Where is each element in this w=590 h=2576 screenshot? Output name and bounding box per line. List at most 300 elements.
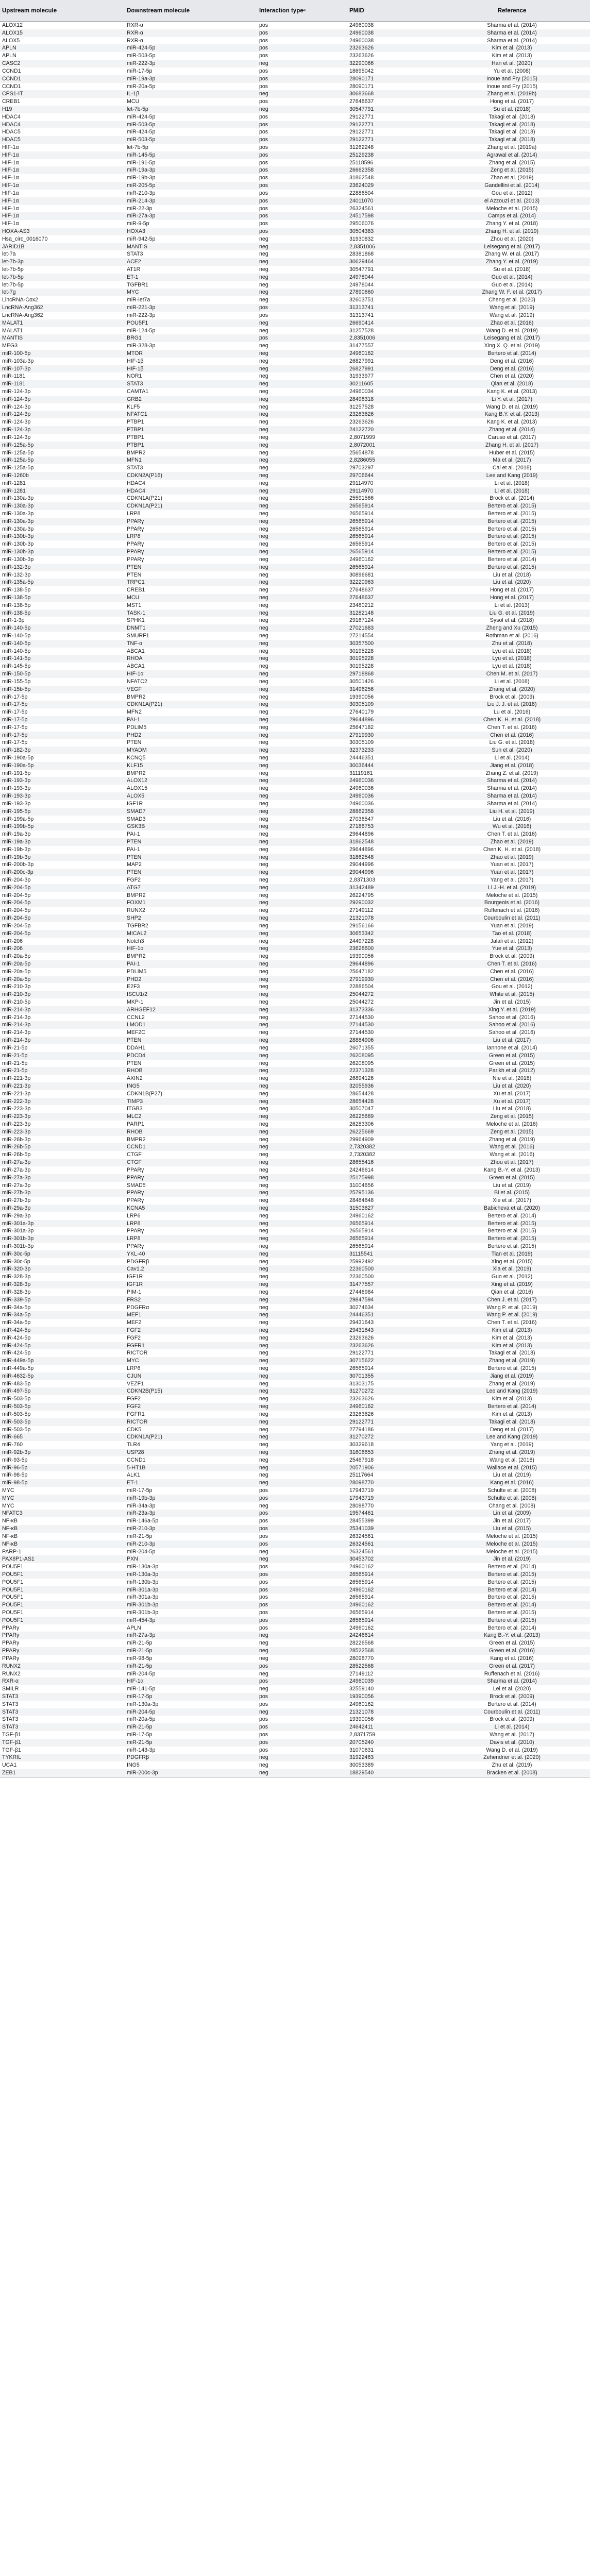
cell-upstream: miR-27b-3p [2, 1197, 31, 1204]
cell-pmid: 22886504 [349, 984, 374, 990]
cell-interaction-type: neg [259, 739, 268, 746]
cell-interaction-type: neg [259, 1426, 268, 1433]
cell-upstream: NF-κB [2, 1533, 18, 1539]
cell-downstream: POU5F1 [125, 319, 257, 327]
cell-pmid: 30715622 [347, 1357, 434, 1365]
table-row [0, 502, 590, 510]
cell-upstream: MYC [0, 1495, 125, 1502]
cell-reference: Tao et al. (2018) [434, 930, 590, 938]
cell-pmid: 27144530 [349, 1029, 374, 1036]
cell-downstream: AT1R [127, 266, 141, 273]
cell-interaction-type: neg [259, 1029, 268, 1036]
table-row [0, 296, 590, 304]
cell-reference: Lee and Kang (2019) [434, 472, 590, 480]
cell-downstream: MICAL2 [125, 930, 257, 938]
cell-pmid: 25647182 [349, 724, 374, 731]
table-row [0, 334, 590, 342]
cell-reference: Bertero et al. (2015) [487, 1594, 536, 1601]
cell-pmid: 31922463 [347, 1754, 434, 1761]
cell-upstream: miR-130a-3p [2, 526, 34, 532]
cell-upstream: ALOX12 [2, 22, 23, 28]
cell-upstream: miR-21-5p [2, 1060, 28, 1066]
table-row [0, 411, 590, 418]
cell-reference: Iannone et al. (2014) [486, 1044, 537, 1051]
cell-reference: Li et al. (2018) [494, 480, 530, 486]
table-row [0, 1456, 590, 1464]
table-row [0, 1586, 590, 1594]
cell-pmid: 24446351 [347, 1311, 434, 1319]
cell-downstream: ABCA1 [127, 648, 145, 654]
table-row [0, 1121, 590, 1128]
cell-interaction-type: neg [257, 686, 347, 693]
cell-interaction-type: pos [257, 166, 347, 174]
table-row [0, 1647, 590, 1655]
cell-downstream: PTEN [125, 854, 257, 861]
cell-interaction-type: neg [257, 670, 347, 678]
cell-pmid: 20705240 [347, 1739, 434, 1747]
cell-upstream: miR-182-3p [0, 747, 125, 754]
cell-pmid: 24446351 [349, 755, 374, 761]
cell-reference: Wang P. et al. (2019) [486, 1304, 537, 1311]
cell-interaction-type: pos [259, 53, 268, 59]
cell-upstream: miR-424-5p [2, 1350, 31, 1357]
cell-upstream: let-7g [0, 289, 125, 296]
table-row [0, 594, 590, 602]
cell-downstream: BMPR2 [127, 449, 146, 456]
cell-upstream: miR-4632-5p [0, 1372, 125, 1380]
table-row [0, 442, 590, 449]
cell-reference: Zhang Y. et al. (2019) [434, 258, 590, 266]
cell-downstream: PPARγ [127, 1243, 144, 1249]
cell-downstream: PPARγ [127, 1166, 144, 1173]
cell-reference: Chen M. et al. (2017) [434, 670, 590, 678]
table-row [0, 655, 590, 663]
cell-pmid: 19390056 [349, 953, 374, 960]
cell-interaction-type: neg [259, 1243, 268, 1249]
cell-pmid: 28381868 [349, 251, 374, 258]
cell-upstream: miR-301b-3p [2, 1243, 34, 1249]
cell-reference: Wang et al. (2016) [490, 1151, 534, 1158]
cell-reference: Brock et al. (2014) [490, 495, 534, 502]
cell-interaction-type: neg [257, 1433, 347, 1441]
cell-upstream: LncRNA-Ang362 [0, 304, 125, 312]
cell-downstream: MTOR [125, 350, 257, 358]
cell-pmid: 20571906 [347, 1464, 434, 1472]
cell-pmid: 30195228 [349, 648, 374, 654]
table-row [0, 52, 590, 60]
cell-upstream: miR-483-5p [2, 1380, 31, 1387]
cell-upstream: miR-223-3p [2, 1106, 31, 1112]
cell-downstream: TASK-1 [125, 609, 257, 617]
cell-upstream: miR-130a-3p [2, 495, 34, 502]
cell-downstream: PTEN [125, 838, 257, 846]
cell-interaction-type: pos [259, 1747, 268, 1753]
cell-pmid: 25044272 [349, 999, 374, 1005]
cell-interaction-type: neg [257, 579, 347, 586]
cell-downstream: FGF2 [127, 1396, 141, 1402]
cell-upstream: miR-320-3p [0, 1265, 125, 1273]
cell-upstream: miR-1181 [0, 380, 125, 388]
cell-pmid: 24960162 [349, 1624, 374, 1631]
cell-interaction-type: neg [259, 449, 268, 456]
cell-reference: Camps et al. (2014) [434, 212, 590, 220]
cell-pmid: 29122771 [347, 136, 434, 144]
cell-reference: Inoue and Fry (2015) [486, 83, 537, 90]
cell-interaction-type: neg [257, 1006, 347, 1014]
cell-upstream: miR-21-5p [0, 1067, 125, 1075]
cell-interaction-type: pos [259, 129, 268, 135]
cell-downstream: ITGB3 [127, 1106, 143, 1112]
cell-downstream: NOR1 [127, 373, 142, 380]
cell-downstream: CDKN1B(P27) [127, 1090, 162, 1097]
cell-reference: Zhao et al. (2019) [490, 175, 534, 181]
cell-reference: Wu et al. (2016) [434, 823, 590, 831]
table-row [0, 1296, 590, 1304]
table-row [0, 44, 590, 52]
cell-downstream: GRB2 [125, 396, 257, 403]
cell-reference: Xing Y. et al. (2019) [434, 1006, 590, 1014]
cell-downstream: PAI-1 [125, 716, 257, 724]
cell-upstream: miR-130b-3p [2, 541, 34, 548]
cell-upstream: miR-210-5p [2, 999, 31, 1005]
table-row [0, 396, 590, 403]
cell-reference: Liu G. et al. (2019) [434, 609, 590, 617]
cell-pmid: 29122771 [349, 1350, 374, 1357]
cell-interaction-type: pos [257, 1601, 347, 1609]
cell-upstream: let-7b-5p [2, 281, 24, 288]
cell-interaction-type: neg [259, 693, 268, 700]
cell-upstream: HIF-1α [2, 205, 19, 212]
cell-reference: Green et al. (2015) [434, 1174, 590, 1182]
cell-upstream: miR-130b-3p [0, 548, 125, 556]
cell-downstream: CTGF [127, 1151, 142, 1158]
cell-interaction-type: neg [257, 243, 347, 251]
cell-upstream: miR-103a-3p [2, 358, 34, 364]
cell-reference: Bertero et al. (2014) [487, 1564, 536, 1570]
cell-pmid: 24642411 [347, 1723, 434, 1731]
cell-downstream: MYADM [125, 747, 257, 754]
table-row [0, 60, 590, 67]
cell-interaction-type: neg [257, 1189, 347, 1197]
cell-reference: Zhang H. et al. (2017) [434, 442, 590, 449]
cell-pmid: 2,7320382 [349, 1151, 376, 1158]
cell-upstream: miR-19a-3p [2, 831, 31, 838]
cell-downstream: KLF5 [127, 403, 140, 410]
cell-upstream: miR-140-5p [2, 648, 31, 654]
cell-interaction-type: neg [257, 869, 347, 876]
cell-downstream: Cav1.2 [125, 1265, 257, 1273]
cell-upstream: miR-20a-5p [0, 960, 125, 968]
table-row [0, 1037, 590, 1044]
cell-downstream: CDKN1A(P21) [125, 502, 257, 510]
table-row [0, 327, 590, 335]
table-row [0, 1113, 590, 1121]
table-row [0, 1685, 590, 1693]
cell-upstream: miR-34a-5p [2, 1319, 31, 1326]
cell-interaction-type: pos [257, 44, 347, 52]
cell-reference: Wang et al. (2018) [490, 1456, 534, 1463]
cell-downstream: PTEN [127, 1060, 142, 1066]
cell-interaction-type: neg [257, 1296, 347, 1304]
cell-interaction-type: neg [257, 1082, 347, 1090]
cell-interaction-type: neg [257, 777, 347, 785]
cell-pmid: 24978044 [347, 274, 434, 281]
cell-reference: Leisegang et al. (2017) [434, 334, 590, 342]
cell-downstream: PPARγ [127, 1197, 144, 1204]
cell-pmid: 24960162 [349, 556, 374, 563]
cell-downstream: FGFR1 [125, 1342, 257, 1350]
cell-interaction-type: pos [257, 1510, 347, 1517]
cell-reference: Bourgeois et al. (2016) [434, 899, 590, 907]
table-row [0, 770, 590, 777]
cell-upstream: miR-26b-5p [2, 1151, 31, 1158]
cell-reference: Zhang W. et al. (2017) [485, 251, 539, 258]
table-row [0, 449, 590, 457]
table-row [0, 434, 590, 442]
table-row [0, 258, 590, 266]
cell-pmid: 27144530 [349, 1014, 374, 1021]
cell-upstream: HIF-1α [2, 221, 19, 227]
cell-interaction-type: neg [257, 732, 347, 739]
cell-reference: Zhu et al. (2018) [434, 640, 590, 648]
cell-downstream: KCNQ5 [127, 755, 146, 761]
cell-downstream: ALOX12 [125, 777, 257, 785]
cell-interaction-type: neg [259, 358, 268, 364]
cell-downstream: BMPR2 [127, 953, 146, 960]
cell-downstream: DNMT1 [125, 624, 257, 632]
cell-reference: Sharma et al. (2014) [487, 785, 537, 792]
cell-upstream: POU5F1 [2, 1594, 24, 1601]
cell-reference: Sahoo et al. (2016) [488, 1029, 535, 1036]
cell-pmid: 26224795 [349, 892, 374, 899]
cell-downstream: CAMTA1 [127, 388, 149, 395]
cell-interaction-type: neg [257, 1555, 347, 1563]
cell-downstream: SHP2 [125, 914, 257, 922]
cell-upstream: TGF-β1 [0, 1739, 125, 1747]
cell-upstream: miR-214-3p [0, 1006, 125, 1014]
cell-pmid: 31933977 [349, 373, 374, 380]
cell-downstream: FGF2 [125, 1327, 257, 1334]
cell-pmid: 29167124 [349, 617, 374, 624]
table-row [0, 1464, 590, 1472]
cell-pmid: 29506076 [349, 221, 374, 227]
cell-pmid: 28090171 [349, 83, 374, 90]
cell-upstream: NF-κB [0, 1540, 125, 1548]
cell-downstream: IGF1R [125, 1281, 257, 1289]
cell-pmid: 25175998 [347, 1174, 434, 1182]
cell-interaction-type: neg [257, 502, 347, 510]
cell-interaction-type: neg [257, 884, 347, 892]
cell-upstream: let-7b-5p [0, 274, 125, 281]
table-row [0, 1747, 590, 1754]
cell-downstream: miR-27a-3p [125, 212, 257, 220]
table-row [0, 1014, 590, 1022]
cell-upstream: MYC [2, 1502, 14, 1509]
cell-upstream: APLN [0, 44, 125, 52]
cell-interaction-type: neg [259, 1640, 268, 1647]
cell-upstream: miR-140-5p [0, 640, 125, 648]
cell-interaction-type: neg [259, 968, 268, 975]
table-row [0, 1525, 590, 1533]
cell-interaction-type: neg [259, 297, 268, 303]
cell-downstream: KCNA5 [125, 1205, 257, 1212]
cell-reference: Liu G. et al. (2018) [489, 739, 535, 746]
table-row [0, 998, 590, 1006]
cell-reference: Takagi et al. (2018) [488, 129, 535, 135]
cell-pmid: 26565914 [349, 1579, 374, 1585]
cell-interaction-type: pos [259, 83, 268, 90]
cell-reference: Meloche et al. (2016) [486, 1121, 538, 1127]
cell-downstream: miR-21-5p [125, 1739, 257, 1747]
table-row [0, 22, 590, 29]
cell-interaction-type: neg [257, 1128, 347, 1136]
cell-upstream: TGF-β1 [2, 1732, 21, 1738]
cell-interaction-type: pos [259, 1732, 268, 1738]
cell-downstream: CDKN1A(P21) [125, 701, 257, 708]
cell-interaction-type: neg [259, 1136, 268, 1143]
cell-pmid: 26565914 [349, 526, 374, 532]
cell-interaction-type: neg [259, 1182, 268, 1189]
table-row [0, 121, 590, 129]
cell-upstream: miR-27a-3p [0, 1174, 125, 1182]
cell-upstream: miR-221-3p [0, 1082, 125, 1090]
cell-reference: Zhang et al. (2019) [434, 1449, 590, 1456]
cell-reference: Guo et al. (2014) [434, 274, 590, 281]
cell-downstream: RHOB [125, 1128, 257, 1136]
cell-pmid: 17943719 [347, 1495, 434, 1502]
cell-interaction-type: neg [259, 800, 268, 807]
cell-reference: Jiang et al. (2018) [434, 762, 590, 770]
cell-pmid: 23263626 [349, 419, 374, 426]
cell-pmid: 27919930 [347, 732, 434, 739]
cell-reference: Bertero et al. (2015) [487, 1228, 536, 1234]
cell-pmid: 27021683 [347, 624, 434, 632]
cell-pmid: 23263626 [349, 53, 374, 59]
cell-reference: Bertero et al. (2015) [434, 1617, 590, 1624]
table-row [0, 274, 590, 281]
table-row [0, 1281, 590, 1289]
cell-upstream: miR-191-5p [2, 770, 31, 776]
cell-reference: Xing X. Q. et al. (2019) [484, 343, 540, 349]
cell-reference: Zhu et al. (2019) [492, 1762, 532, 1769]
cell-upstream: HIF-1α [0, 166, 125, 174]
cell-downstream: AXIN2 [127, 1075, 143, 1082]
cell-interaction-type: neg [257, 1281, 347, 1289]
table-row [0, 762, 590, 770]
cell-upstream: miR-29a-3p [2, 1212, 31, 1219]
cell-reference: Wang et al. (2017) [490, 1732, 534, 1738]
cell-interaction-type: neg [257, 487, 347, 495]
cell-downstream: ING5 [125, 1082, 257, 1090]
cell-upstream: miR-1281 [2, 480, 26, 486]
cell-upstream: miR-34a-5p [0, 1311, 125, 1319]
cell-pmid: 2,8286055 [347, 456, 434, 464]
cell-upstream: miR-339-5p [0, 1296, 125, 1304]
table-row [0, 228, 590, 235]
cell-interaction-type: neg [259, 235, 268, 242]
cell-downstream: CDKN1A(P21) [127, 495, 162, 502]
cell-pmid: 26565914 [347, 1235, 434, 1243]
cell-upstream: miR-124-3p [0, 426, 125, 434]
table-row [0, 235, 590, 243]
cell-upstream: let-7a [2, 251, 16, 258]
table-row [0, 418, 590, 426]
cell-interaction-type: neg [257, 1311, 347, 1319]
cell-downstream: FRS2 [125, 1296, 257, 1304]
table-row [0, 899, 590, 907]
cell-upstream: miR-214-3p [0, 1021, 125, 1029]
cell-pmid: 32373233 [347, 747, 434, 754]
cell-downstream: miR-191-5p [127, 159, 156, 166]
table-row [0, 609, 590, 617]
cell-pmid: 2,8371303 [349, 877, 376, 883]
cell-upstream: miR-503-5p [2, 1426, 31, 1433]
cell-pmid: 32559140 [349, 1686, 374, 1692]
cell-reference: Zhou et al. (2017) [434, 1159, 590, 1166]
cell-interaction-type: neg [257, 792, 347, 800]
table-row [0, 747, 590, 754]
cell-interaction-type: neg [257, 1067, 347, 1075]
cell-upstream: HIF-1α [2, 190, 19, 196]
cell-downstream: PPARγ [125, 548, 257, 556]
cell-upstream: POU5F1 [2, 1609, 24, 1616]
cell-pmid: 19390056 [349, 693, 374, 700]
table-row [0, 579, 590, 586]
table-row [0, 342, 590, 350]
table-row [0, 426, 590, 434]
cell-pmid: 24960162 [347, 1601, 434, 1609]
cell-interaction-type: neg [257, 396, 347, 403]
cell-reference: Bertero et al. (2014) [434, 1586, 590, 1594]
cell-upstream: miR-30c-5p [0, 1250, 125, 1258]
cell-reference: Hong et al. (2017) [490, 587, 534, 594]
cell-interaction-type: pos [259, 312, 268, 318]
cell-reference: Yuan et al. (2017) [434, 869, 590, 876]
cell-downstream: TLR4 [127, 1442, 140, 1448]
cell-pmid: 27919930 [347, 976, 434, 984]
cell-upstream: miR-26b-5p [0, 1143, 125, 1151]
table-row [0, 166, 590, 174]
cell-pmid: 31930832 [349, 235, 374, 242]
cell-interaction-type: neg [259, 1106, 268, 1112]
cell-pmid: 31270272 [347, 1433, 434, 1441]
cell-pmid: 31862548 [347, 838, 434, 846]
table-row [0, 1357, 590, 1365]
cell-downstream: miR-204-5p [127, 1670, 156, 1677]
cell-pmid: 30195228 [347, 655, 434, 663]
cell-interaction-type: neg [259, 678, 268, 685]
cell-interaction-type: pos [259, 1624, 268, 1631]
cell-upstream: NF-κB [0, 1525, 125, 1533]
cell-upstream: miR-124-3p [0, 411, 125, 418]
cell-pmid: 29122771 [349, 113, 374, 120]
cell-pmid: 30274634 [349, 1304, 374, 1311]
cell-interaction-type: pos [259, 1518, 268, 1524]
table-row [0, 724, 590, 732]
cell-pmid: 2,8351006 [347, 334, 434, 342]
cell-downstream: RXR-α [127, 22, 144, 28]
cell-upstream: miR-93-5p [2, 1456, 28, 1463]
cell-reference: Cheng et al. (2020) [488, 297, 535, 303]
cell-pmid: 28654428 [347, 1098, 434, 1106]
cell-downstream: GSK3B [125, 823, 257, 831]
cell-reference: Li Y. et al. (2017) [434, 396, 590, 403]
cell-downstream: CREB1 [127, 587, 145, 594]
cell-pmid: 30547791 [347, 106, 434, 113]
cell-upstream: miR-204-5p [0, 884, 125, 892]
cell-downstream: ALOX15 [127, 785, 148, 792]
cell-upstream: miR-424-5p [0, 1342, 125, 1350]
